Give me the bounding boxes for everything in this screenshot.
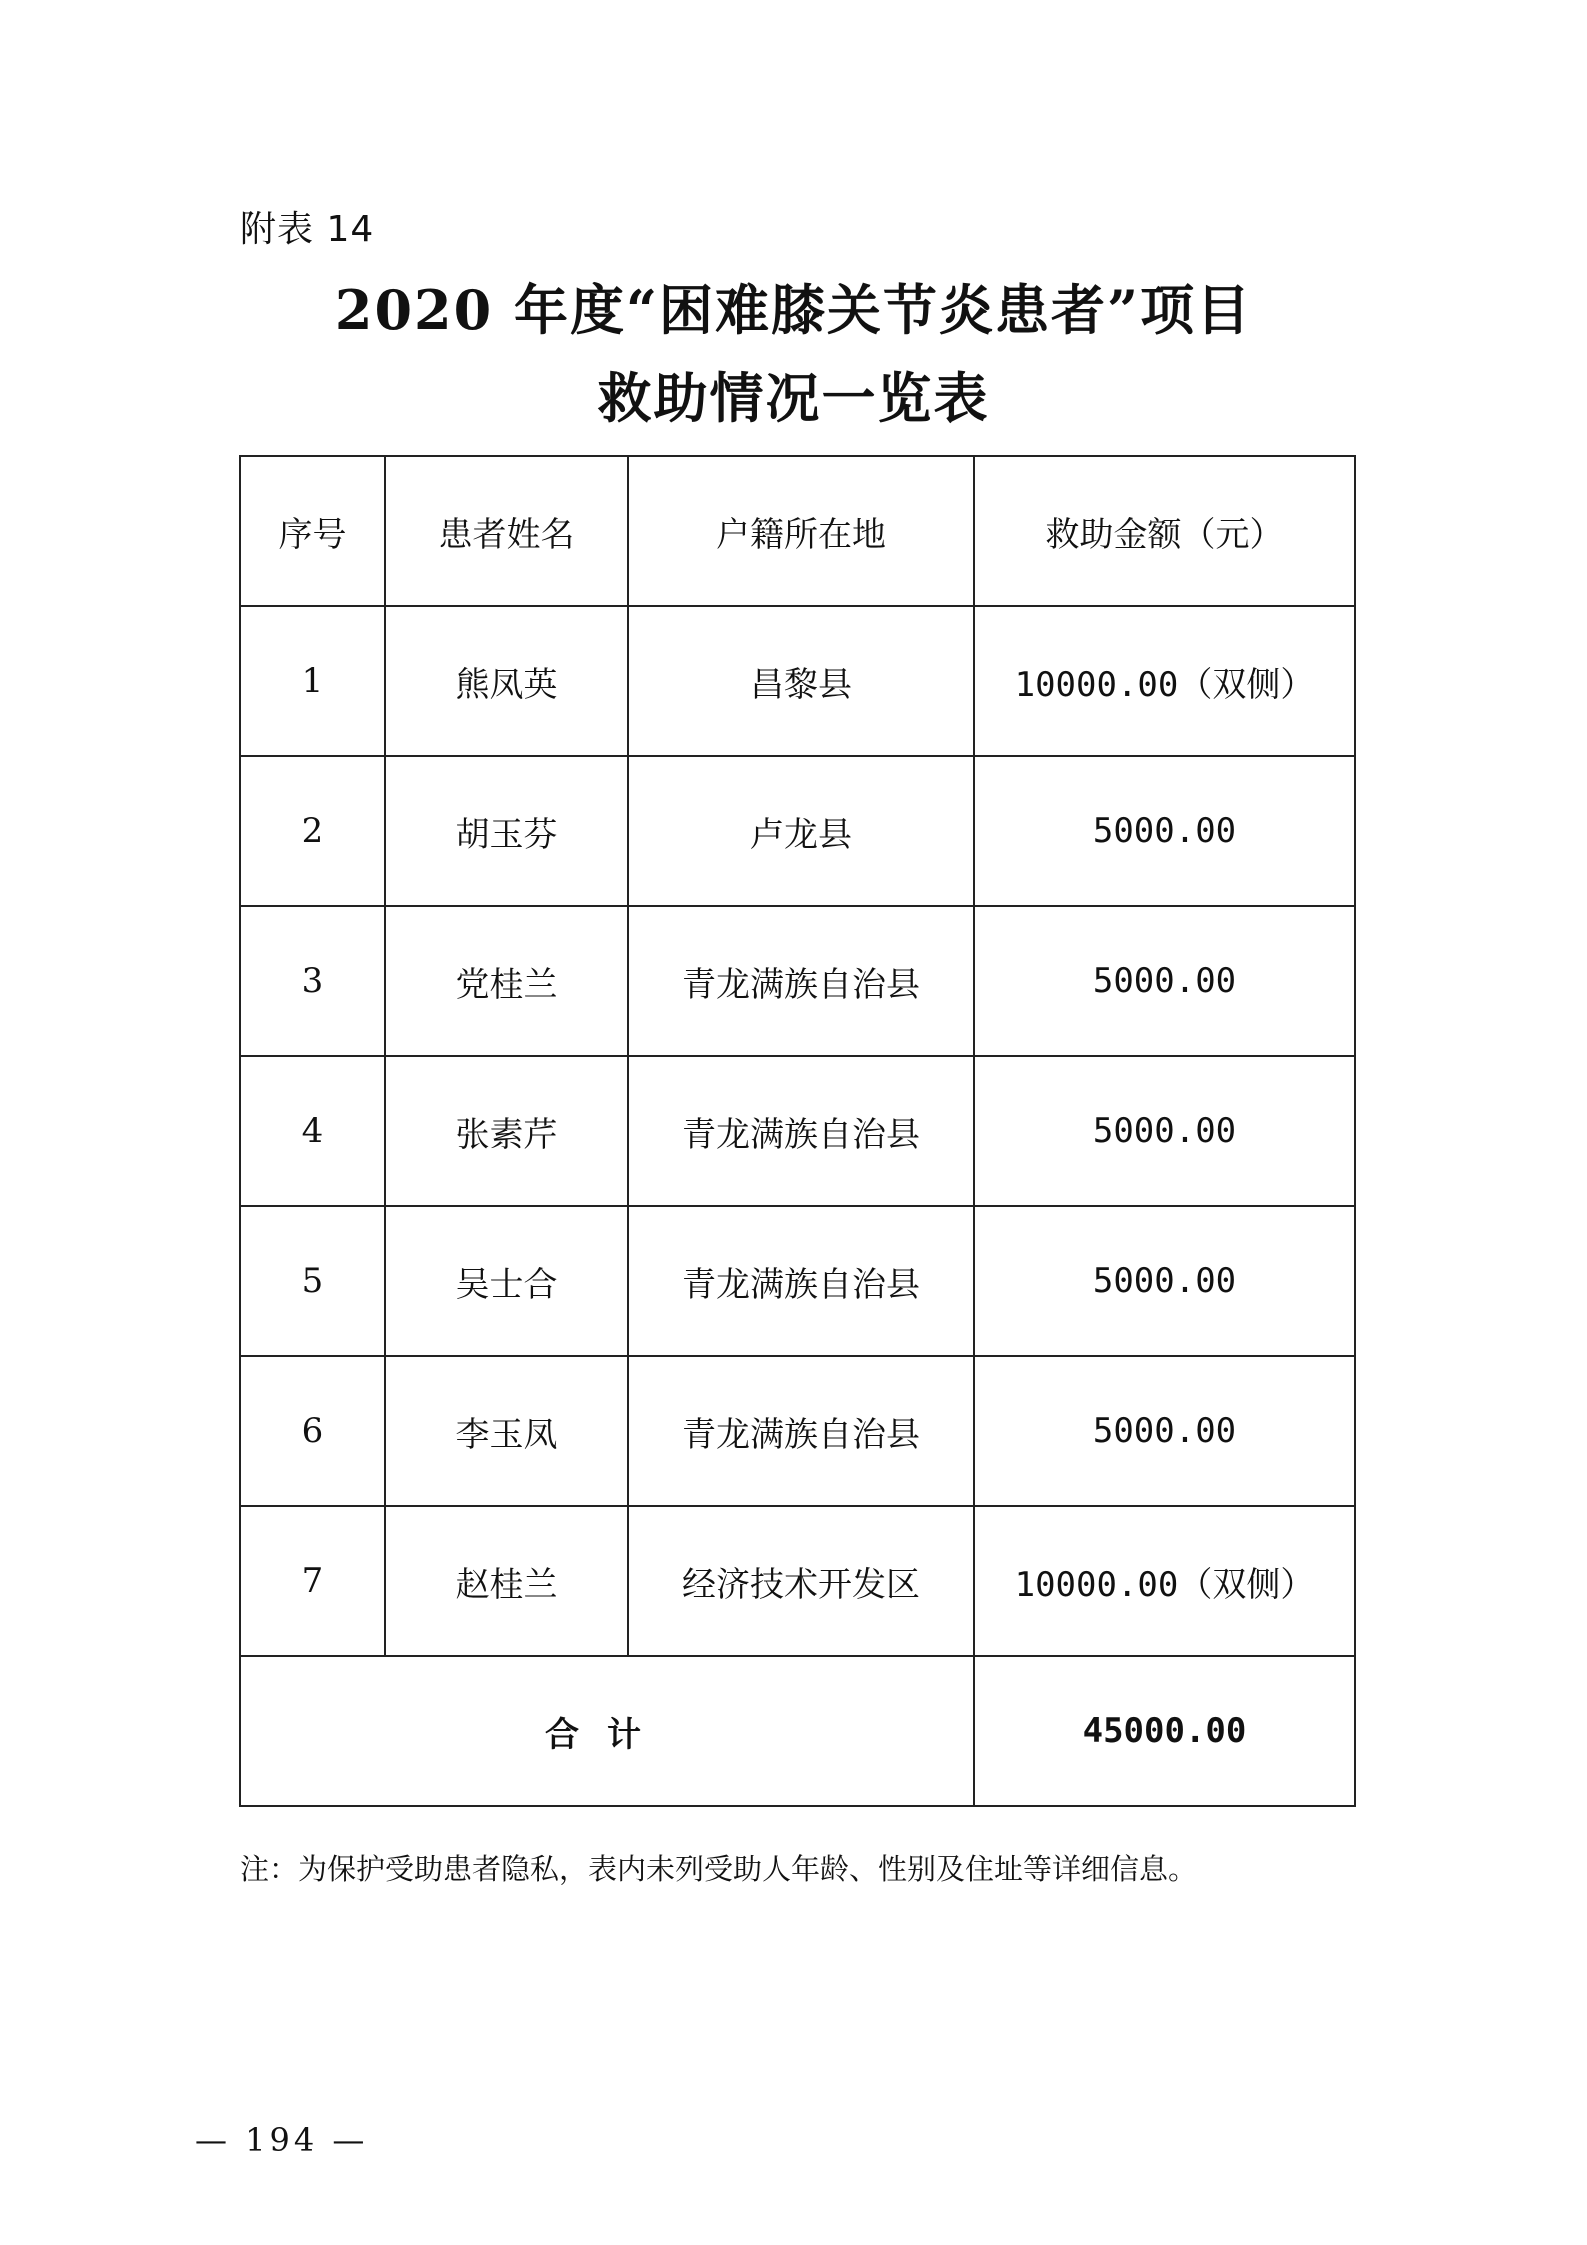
cell-patient-name: 吴士合 xyxy=(385,1206,628,1356)
cell-residence: 青龙满族自治县 xyxy=(628,906,974,1056)
table-row xyxy=(240,1356,1355,1506)
cell-serial-number: 5 xyxy=(240,1206,385,1356)
cell-amount: 5000.00 xyxy=(974,1206,1355,1356)
cell-serial-number: 7 xyxy=(240,1506,385,1656)
table-row xyxy=(240,906,1355,1056)
total-value: 45000.00 xyxy=(974,1656,1355,1806)
table-row xyxy=(240,606,1355,756)
attachment-label: 附表 14 xyxy=(240,209,375,250)
header-serial-number: 序号 xyxy=(240,456,385,606)
cell-patient-name: 李玉凤 xyxy=(385,1356,628,1506)
cell-residence: 昌黎县 xyxy=(628,606,974,756)
table-row xyxy=(240,1206,1355,1356)
cell-serial-number: 4 xyxy=(240,1056,385,1206)
total-label: 合计 xyxy=(240,1656,974,1806)
page-number: — 194 — xyxy=(195,2121,369,2159)
relief-table xyxy=(239,455,1356,1807)
table-header-row xyxy=(240,456,1355,606)
table-total-row xyxy=(240,1656,1355,1806)
privacy-note: 注：为保护受助患者隐私，表内未列受助人年龄、性别及住址等详细信息。 xyxy=(240,1852,1198,1886)
cell-residence: 经济技术开发区 xyxy=(628,1506,974,1656)
cell-serial-number: 2 xyxy=(240,756,385,906)
header-patient-name: 患者姓名 xyxy=(385,456,628,606)
cell-amount: 5000.00 xyxy=(974,1056,1355,1206)
cell-serial-number: 6 xyxy=(240,1356,385,1506)
table-row xyxy=(240,1056,1355,1206)
cell-amount: 10000.00（双侧） xyxy=(974,606,1355,756)
cell-patient-name: 胡玉芬 xyxy=(385,756,628,906)
cell-patient-name: 张素芹 xyxy=(385,1056,628,1206)
table-row xyxy=(240,1506,1355,1656)
cell-serial-number: 1 xyxy=(240,606,385,756)
table-row xyxy=(240,756,1355,906)
cell-residence: 青龙满族自治县 xyxy=(628,1356,974,1506)
cell-residence: 青龙满族自治县 xyxy=(628,1206,974,1356)
header-residence: 户籍所在地 xyxy=(628,456,974,606)
cell-amount: 5000.00 xyxy=(974,756,1355,906)
cell-amount: 5000.00 xyxy=(974,1356,1355,1506)
page-title-line-1: 2020 年度“困难膝关节炎患者”项目 xyxy=(334,278,1253,342)
header-amount: 救助金额（元） xyxy=(974,456,1355,606)
cell-serial-number: 3 xyxy=(240,906,385,1056)
cell-residence: 青龙满族自治县 xyxy=(628,1056,974,1206)
cell-patient-name: 熊凤英 xyxy=(385,606,628,756)
cell-residence: 卢龙县 xyxy=(628,756,974,906)
page-title-line-2: 救助情况一览表 xyxy=(597,366,990,430)
cell-amount: 10000.00（双侧） xyxy=(974,1506,1355,1656)
cell-amount: 5000.00 xyxy=(974,906,1355,1056)
cell-patient-name: 赵桂兰 xyxy=(385,1506,628,1656)
cell-patient-name: 党桂兰 xyxy=(385,906,628,1056)
